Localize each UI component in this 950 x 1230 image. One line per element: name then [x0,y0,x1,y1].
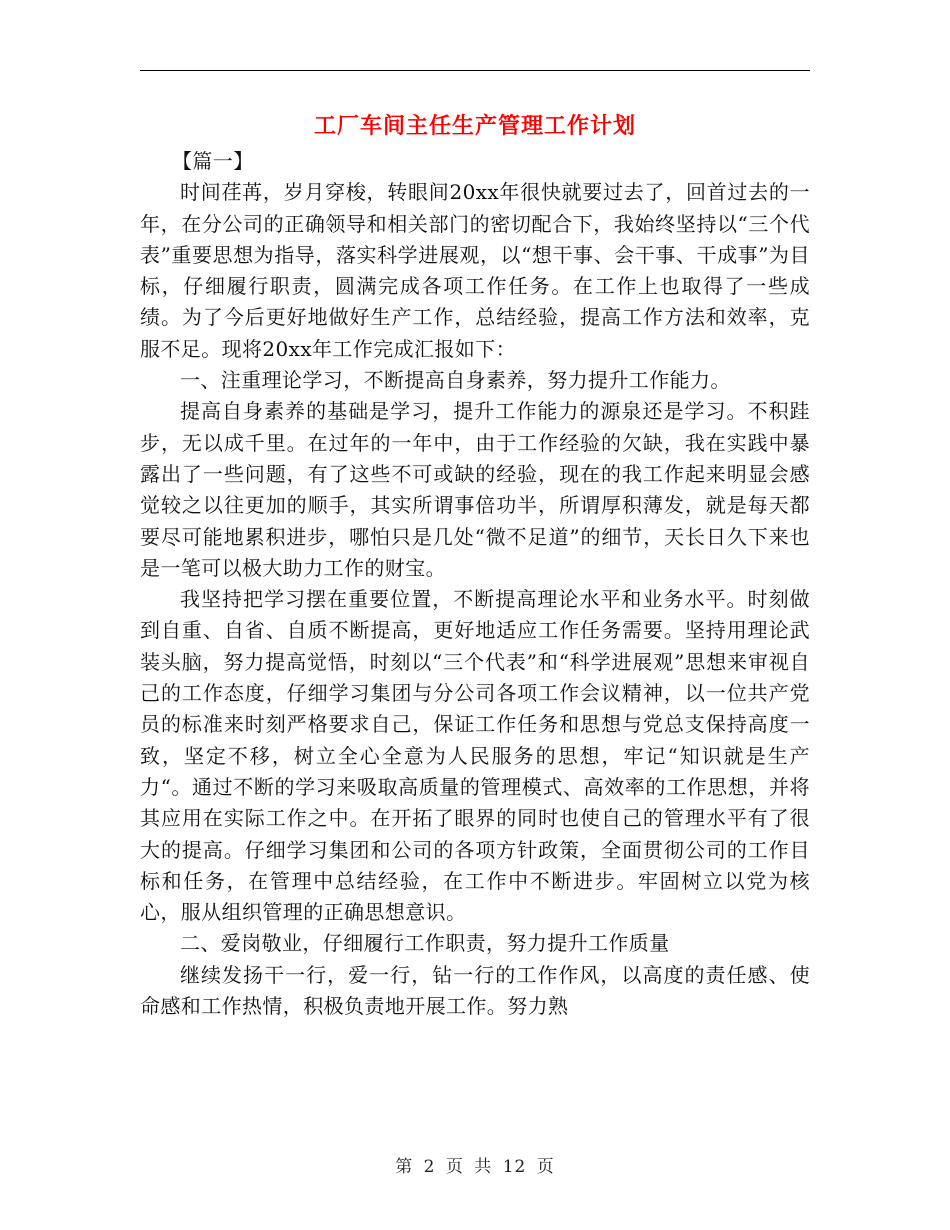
footer-prefix: 第 [395,1157,414,1177]
header-rule [140,70,810,71]
document-title: 工厂车间主任生产管理工作计划 [313,113,636,139]
footer-page-unit: 页 [445,1157,464,1177]
paragraph-study: 提高自身素养的基础是学习，提升工作能力的源泉还是学习。不积跬步，无以成千里。在过年的一年中，由于工作经验的欠缺，我在实践中暴露出了一些问题，有了这些不可或缺的经验，现在的我工作起来明显会感觉较之以往更加的顺手，其实所谓事倍功半，所谓厚积薄发，就是每天都要尽可能地累积进步，哪怕只是几处“微不足道”的细节，天长日久下来也是一笔可以极大助力工作的财宝。 [140,399,810,580]
paragraph-intro: 时间荏苒，岁月穿梭，转眼间20xx年很快就要过去了，回首过去的一年，在分公司的正确领导和相关部门的密切配合下，我始终坚持以“三个代表”重要思想为指导，落实科学进展观，以“想干事、会干事、干成事”为目标，仔细履行职责，圆满完成各项工作任务。在工作上也取得了一些成绩。为了今后更好地做好生产工作，总结经验，提高工作方法和效率，克服不足。现将20xx年工作完成汇报如下： [140,180,810,361]
paragraph-dedication: 继续发扬干一行，爱一行，钻一行的工作作风，以高度的责任感、使命感和工作热情，积极负责地开展工作。努力熟 [140,962,810,1019]
document-body [140,146,810,1022]
paragraph-theory: 我坚持把学习摆在重要位置，不断提高理论水平和业务水平。时刻做到自重、自省、自质不断提高，更好地适应工作任务需要。坚持用理论武装头脑，努力提高觉悟，时刻以“三个代表”和“科学进展观”思想来审视自己的工作态度，仔细学习集团与分公司各项工作会议精神，以一位共产党员的标准来时刻严格要求自己，保证工作任务和思想与党总支保持高度一致，坚定不移，树立全心全意为人民服务的思想，牢记“知识就是生产力“。通过不断的学习来吸取高质量的管理模式、高效率的工作思想，并将其应用在实际工作之中。在开拓了眼界的同时也使自己的管理水平有了很大的提高。仔细学习集团和公司的各项方针政策，全面贯彻公司的工作目标和任务，在管理中总结经验，在工作中不断进步。牢固树立以党为核心，服从组织管理的正确思想意识。 [140,587,810,925]
footer-page-number: 2 [423,1157,436,1177]
footer-total-unit: 页 [536,1157,555,1177]
footer-total-prefix: 共 [474,1157,493,1177]
section-tag: 【篇一】 [172,149,254,173]
section-heading-1: 一、注重理论学习，不断提高自身素养，努力提升工作能力。 [180,368,731,393]
section-heading-2: 二、爱岗敬业，仔细履行工作职责，努力提升工作质量 [180,931,670,956]
page-footer [0,1152,950,1177]
footer-total-pages: 12 [502,1157,527,1177]
